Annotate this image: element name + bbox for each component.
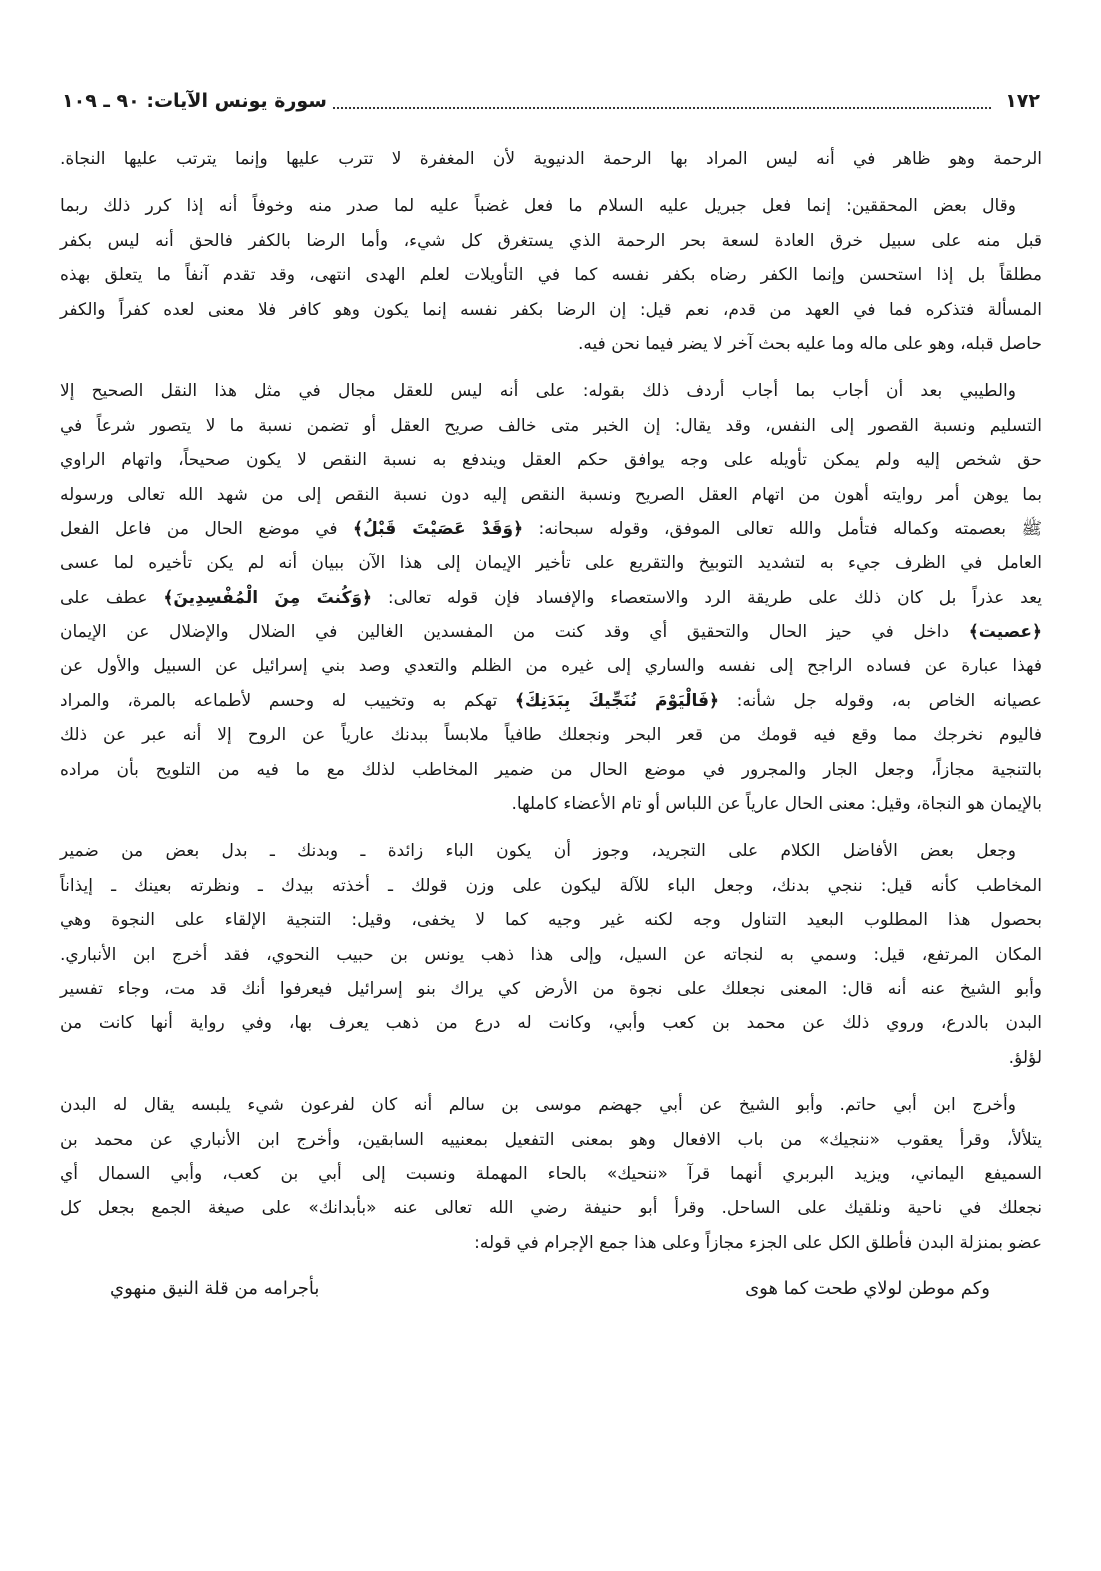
text-segment: المسألة فتذكره فما في العهد من قدم، نعم قيل: إن الرضا بكفر نفسه إنما يكون وهو كافر فلا معنى لعده كفراً والكفر [60,299,1042,320]
quran-quote: ﴿وَكُنتَ مِنَ الْمُفْسِدِينَ﴾ [163,587,373,608]
text-line [60,1226,1042,1260]
text-line [60,1088,1042,1122]
text-line [60,327,1042,361]
text-segment: في موضع الحال من فاعل الفعل [60,518,354,539]
text-segment: عضو بمنزلة البدن فأطلق الكل على الجزء مجازاً وعلى هذا جمع الإجرام في قوله: [474,1232,1042,1253]
page-body [60,142,1042,1273]
text-segment: فاليوم نخرجك مما وقع فيه قومك من قعر البحر ونجعلك طافياً ملابساً ببدنك عارياً عن الروح إلا أنه عبر عن ذلك [60,725,1042,746]
text-line [60,972,1042,1006]
text-segment: قبل منه على سبيل خرق العادة لسعة بحر الرحمة الذي يستغرق كل شيء، وأما الرضا بالكفر فالحق أنه ليس بكفر [60,230,1042,251]
text-segment: بحصول هذا المطلوب البعيد التناول وجه لكنه غير وجيه كما لا يخفى، وقيل: التنجية الإلقاء على النجوة وهي [60,910,1042,931]
text-segment: العامل في الظرف جيء به لتشديد التوبيخ والتقريع على تأخير الإيمان إلى هذا الآن ببيان أنه لم يكن تأخيره لما عسى [60,553,1042,574]
paragraph [60,1088,1042,1260]
text-segment: مطلقاً بل إذا استحسن وإنما الكفر رضاه بكفر نفسه كما في التأويلات لعلم الهدى انتهى، وقد تقدم آنفاً ما يتعلق بهذه [60,265,1042,286]
text-segment: التسليم ونسبة القصور إلى النفس، وقد يقال: إن الخبر متى خالف صريح العقل أو تضمن نسبة ما لا يتصور شرعاً في [60,415,1042,436]
text-segment: وأبو الشيخ عنه أنه قال: المعنى نجعلك على نجوة من الأرض كي يراك بنو إسرائيل فيعرفوا أنك قد مت، وجاء تفسير [60,978,1042,999]
text-segment: داخل في حيز الحال والتحقيق أي وقد كنت من المفسدين الغالين في الضلال والإضلال عن الإيمان [60,622,969,643]
paragraph [60,189,1042,361]
text-segment: يتلألأ، وقرأ يعقوب «ننجيك» من باب الافعال وهو بمعنى التفعيل بمعنييه السابقين، وأخرج ابن الأنباري عن محمد بن [60,1129,1042,1150]
text-line [60,478,1042,512]
verse-first-hemistich: وكم موطن لولاي طحت كما هوى [745,1278,990,1299]
paragraph [60,374,1042,821]
text-segment: الرحمة وهو ظاهر في أنه ليس المراد بها الرحمة الدنيوية لأن المغفرة لا تترب عليها وإنما يترتب عليها النجاة. [60,149,1042,169]
quran-quote: ﴿عصيت﴾ [968,622,1042,643]
running-header [62,84,1040,118]
text-line [60,869,1042,903]
text-segment: تهكم به وتخييب له وحسم لأطماعه بالمرة، والمراد [60,690,515,711]
text-segment: وقال بعض المحققين: إنما فعل جبريل عليه السلام ما فعل غضباً عليه لما صدر منه وخوفاً أنه إذا كرر ذلك ربما [60,196,1016,217]
text-segment: السميفع اليماني، ويزيد البربري أنهما قرآ «ننحيك» بالحاء المهملة ونسبت إلى أبي بن كعب، وأبي السمال أي [60,1163,1042,1184]
text-line [60,374,1042,408]
text-line [60,1041,1042,1075]
text-line [60,546,1042,580]
text-line [60,684,1042,718]
quran-quote: ﴿فَالْيَوْمَ نُنَجِّيكَ بِبَدَنِكَ﴾ [514,690,719,711]
text-line [60,718,1042,752]
text-segment: ﷺ بعصمته وكماله فتأمل والله تعالى الموفق، وقوله سبحانه: [523,518,1042,539]
text-segment: وأخرج ابن أبي حاتم. وأبو الشيخ عن أبي جهضم موسى بن سالم أنه كان لفرعون شيء يلبسه يقال له البدن [60,1095,1016,1116]
text-segment: عصيانه الخاص به، وقوله جل شأنه: [718,690,1042,711]
text-segment: حق شخص إليه ولم يمكن تأويله على وجه يوافق حكم العقل ويندفع به نسبة النقص لا يكون صحيحاً، واتهام الراوي [60,450,1042,471]
text-line [60,1157,1042,1191]
text-line [60,834,1042,868]
text-line [60,615,1042,649]
text-segment: والطيبي بعد أن أجاب بما أجاب أردف ذلك بقوله: على أنه ليس للعقل مجال في مثل هذا النقل الصحيح إلا [60,381,1016,402]
text-segment: عطف على [60,587,164,608]
text-segment: المخاطب كأنه قيل: ننجي بدنك، وجعل الباء للآلة ليكون على وزن قولك ـ أخذته بيدك ـ ونظرته بعينك ـ إيذاناً [60,875,1042,896]
text-line [60,1123,1042,1157]
paragraph [60,142,1042,176]
running-title: سورة يونس الآيات: ٩٠ ـ ١٠٩ [62,90,327,112]
text-line [60,293,1042,327]
text-segment: المكان المرتفع، قيل: وسمي به لنجاته عن السيل، وإلى هذا ذهب يونس بن حبيب النحوي، فقد أخرج ابن الأنباري. [60,944,1042,965]
text-line [60,142,1042,176]
paragraph [60,834,1042,1075]
text-line [60,787,1042,821]
text-line [60,512,1042,546]
text-line [60,938,1042,972]
text-segment: بالتنجية مجازاً، وجعل الجار والمجرور في موضع الحال من ضمير المخاطب لذلك مع ما فيه من التلويح بأن مراده [60,759,1042,780]
verse-second-hemistich: بأجرامه من قلة النيق منهوي [110,1278,320,1299]
text-line [60,409,1042,443]
text-line [60,443,1042,477]
page-number: ١٧٢ [1005,90,1040,112]
text-segment: بالإيمان هو النجاة، وقيل: معنى الحال عارياً عن اللباس أو تام الأعضاء كاملها. [511,794,1042,815]
text-line [60,903,1042,937]
text-segment: بما يوهن أمر روايته أهون من اتهام العقل الصريح ونسبة النقص إليه دون نسبة النقص إلى من شهد الله تعالى ورسوله [60,484,1042,505]
text-line [60,189,1042,223]
text-line [60,1191,1042,1225]
text-segment: نجعلك في ناحية ونلقيك على الساحل. وقرأ أبو حنيفة رضي الله تعالى عنه «بأبدانك» على صيغة الجمع بجعل كل [60,1198,1042,1219]
text-segment: البدن بالدرع، وروي ذلك عن محمد بن كعب وأبي، وكانت له درع من ذهب يعرف بها، وفي رواية أنها كانت من [60,1013,1042,1034]
text-segment: وجعل بعض الأفاضل الكلام على التجريد، وجوز أن يكون الباء زائدة ـ وبدنك ـ بدل بعض من ضمير [60,841,1016,862]
quran-quote: ﴿وَقَدْ عَصَيْتَ قَبْلُ﴾ [353,518,524,539]
text-line [60,1006,1042,1040]
dotted-leader [333,93,991,109]
text-line [60,649,1042,683]
text-segment: حاصل قبله، وهو على ماله وما عليه بحث آخر لا يضر فيما نحن فيه. [578,333,1042,354]
text-line [60,258,1042,292]
text-segment: لؤلؤ. [1008,1047,1042,1068]
text-line [60,224,1042,258]
text-segment: فهذا عبارة عن فساده الراجح إلى نفسه والساري إلى غيره من الظلم والتعدي وصد بني إسرائيل عن السبيل والأول عن [60,656,1042,677]
poetry-verse [110,1278,990,1299]
text-line [60,753,1042,787]
text-line [60,581,1042,615]
text-segment: يعد عذراً بل كان ذلك على طريقة الرد والاستعصاء والإفساد فإن قوله تعالى: [372,587,1043,608]
